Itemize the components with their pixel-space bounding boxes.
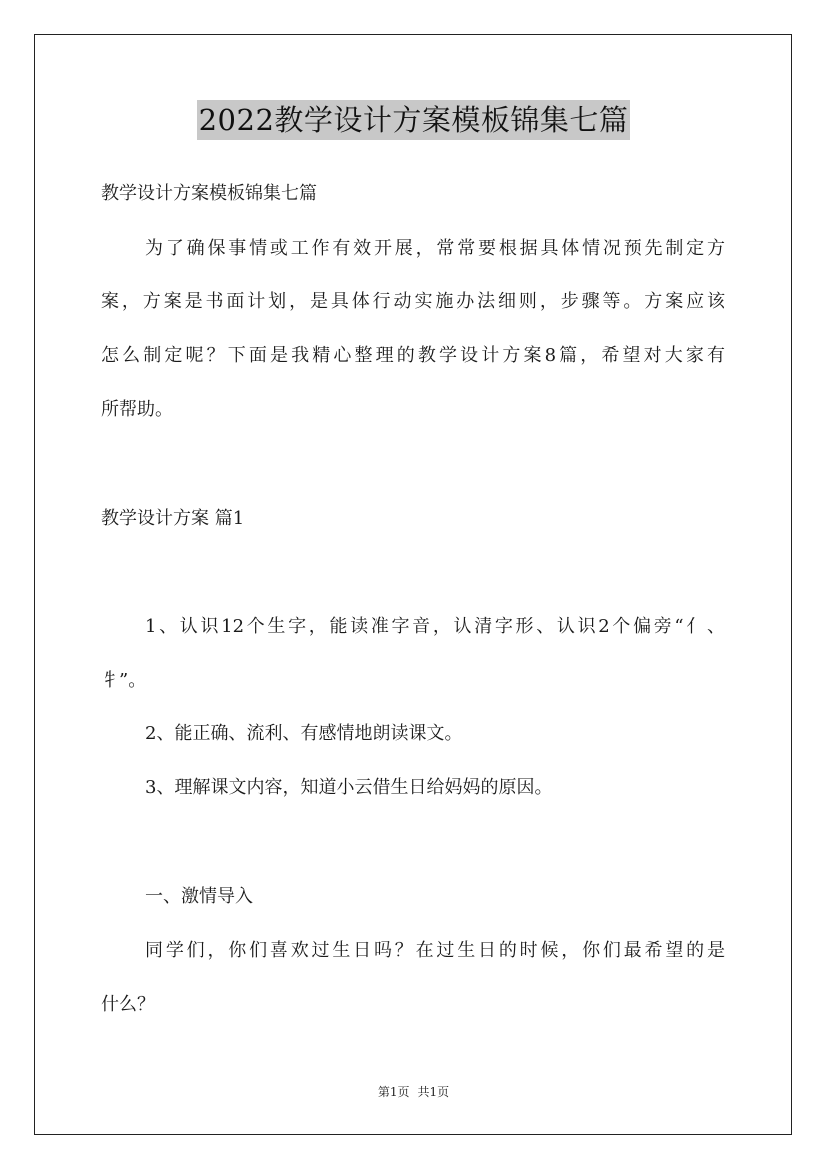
document-title: 2022教学设计方案模板锦集七篇 xyxy=(197,100,631,140)
step-heading: 一、激情导入 xyxy=(145,886,253,907)
objective-line-1: 1、认识12个生字，能读准字音，认清字形、认识2个偏旁“亻、 xyxy=(145,616,725,637)
document-subtitle: 教学设计方案模板锦集七篇 xyxy=(101,183,317,204)
intro-line-3: 怎么制定呢？下面是我精心整理的教学设计方案8篇，希望对大家有 xyxy=(101,345,725,366)
title-container xyxy=(0,100,827,140)
intro-line-2: 案，方案是书面计划，是具体行动实施办法细则，步骤等。方案应该 xyxy=(101,291,725,312)
page-number-current: 第1页 xyxy=(377,1085,410,1099)
intro-line-4: 所帮助。 xyxy=(101,399,173,420)
intro-line-1: 为了确保事情或工作有效开展，常常要根据具体情况预先制定方 xyxy=(145,238,725,259)
page-number-total: 共1页 xyxy=(417,1085,450,1099)
page-footer xyxy=(0,1084,827,1100)
objective-line-3: 3、理解课文内容，知道小云借生日给妈妈的原因。 xyxy=(145,777,553,798)
step-line-1: 同学们，你们喜欢过生日吗？在过生日的时候，你们最希望的是 xyxy=(145,940,725,961)
objective-line-1-cont: 牜”。 xyxy=(101,670,147,691)
step-line-2: 什么？ xyxy=(101,994,155,1015)
section-heading: 教学设计方案 篇1 xyxy=(101,508,245,529)
objective-line-2: 2、能正确、流利、有感情地朗读课文。 xyxy=(145,723,463,744)
